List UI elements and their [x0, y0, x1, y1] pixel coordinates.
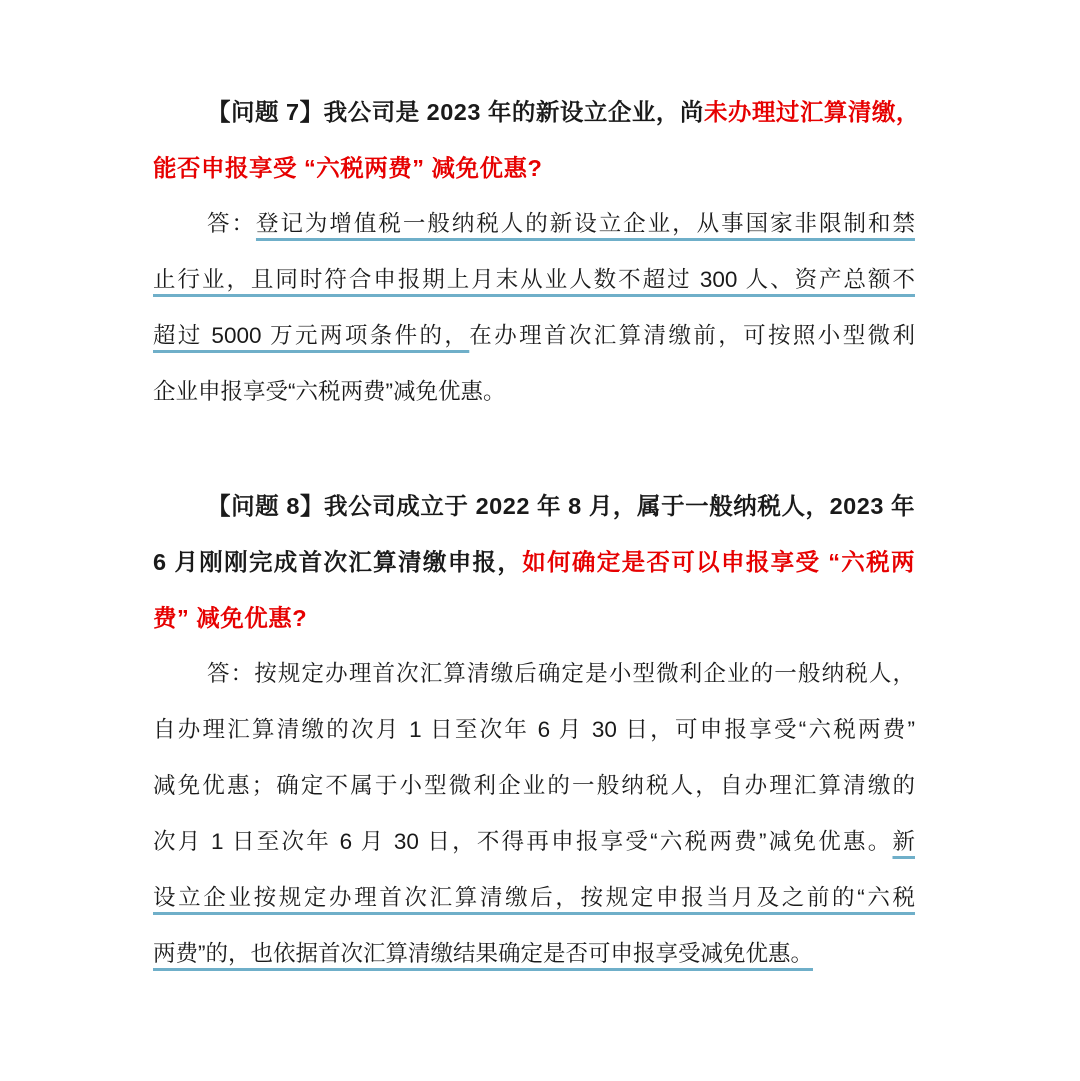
q7-answer-line-1 — [153, 196, 915, 252]
q8-answer-line-2 — [153, 702, 915, 758]
q7-heading-line-2 — [153, 140, 915, 196]
q7-heading-black-text: 【问题 7】我公司是 2023 年的新设立企业，尚 — [207, 99, 704, 125]
q8-answer-underlined-text-3: 两费”的，也依据首次汇算清缴结果确定是否可申报享受减免优惠。 — [153, 941, 813, 966]
q8-answer-line-3 — [153, 758, 915, 814]
q8-answer-line-6 — [153, 926, 915, 982]
q8-heading-line-1 — [153, 478, 915, 534]
document-body — [153, 84, 920, 982]
q7-answer-line-4 — [153, 364, 915, 420]
q8-answer-plain-text-2: 自办理汇算清缴的次月 1 日至次年 6 月 30 日，可申报享受“六税两费” — [153, 717, 915, 742]
q8-answer-line-1 — [153, 646, 915, 702]
q7-answer-prefix: 答： — [207, 211, 256, 236]
q7-heading-line-1 — [153, 84, 920, 140]
q8-heading-line-2 — [153, 534, 915, 590]
q7-answer-plain-text: 在办理首次汇算清缴前，可按照小型微利 — [469, 323, 915, 348]
q7-answer-plain-text-2: 企业申报享受“六税两费”减免优惠。 — [153, 379, 506, 404]
q7-heading-red-text: 未办理过汇算清缴， — [703, 99, 920, 125]
q8-answer-plain-text-3: 减免优惠；确定不属于小型微利企业的一般纳税人，自办理汇算清缴的 — [153, 773, 915, 798]
q7-answer-underlined-text: 登记为增值税一般纳税人的新设立企业，从事国家非限制和禁 — [255, 211, 915, 236]
paragraph-spacer — [153, 420, 915, 478]
q8-answer-plain-text-4: 次月 1 日至次年 6 月 30 日，不得再申报享受“六税两费”减免优惠。 — [153, 829, 893, 854]
q8-answer-line-4 — [153, 814, 915, 870]
q7-answer-line-2 — [153, 252, 915, 308]
q8-heading-red-text-2: 费” 减免优惠? — [153, 605, 308, 631]
q8-answer-underlined-text-2: 设立企业按规定办理首次汇算清缴后，按规定申报当月及之前的“六税 — [153, 885, 915, 910]
q8-answer-line-5 — [153, 870, 915, 926]
q8-heading-line-3 — [153, 590, 915, 646]
q8-heading-black-text: 【问题 8】我公司成立于 2022 年 8 月，属于一般纳税人，2023 年 — [207, 493, 915, 519]
q7-heading-red-text-2: 能否申报享受 “六税两费” 减免优惠? — [153, 155, 543, 181]
q8-heading-black-text-2: 6 月刚刚完成首次汇算清缴申报， — [153, 549, 523, 575]
q7-answer-line-3 — [153, 308, 915, 364]
q7-answer-underlined-text-3: 超过 5000 万元两项条件的， — [153, 323, 470, 348]
q8-answer-underlined-text: 新 — [892, 829, 915, 854]
q7-answer-underlined-text-2: 止行业，且同时符合申报期上月末从业人数不超过 300 人、资产总额不 — [153, 267, 915, 292]
q8-answer-plain-text: 答：按规定办理首次汇算清缴后确定是小型微利企业的一般纳税人， — [207, 661, 915, 686]
q8-heading-red-text: 如何确定是否可以申报享受 “六税两 — [522, 549, 915, 575]
